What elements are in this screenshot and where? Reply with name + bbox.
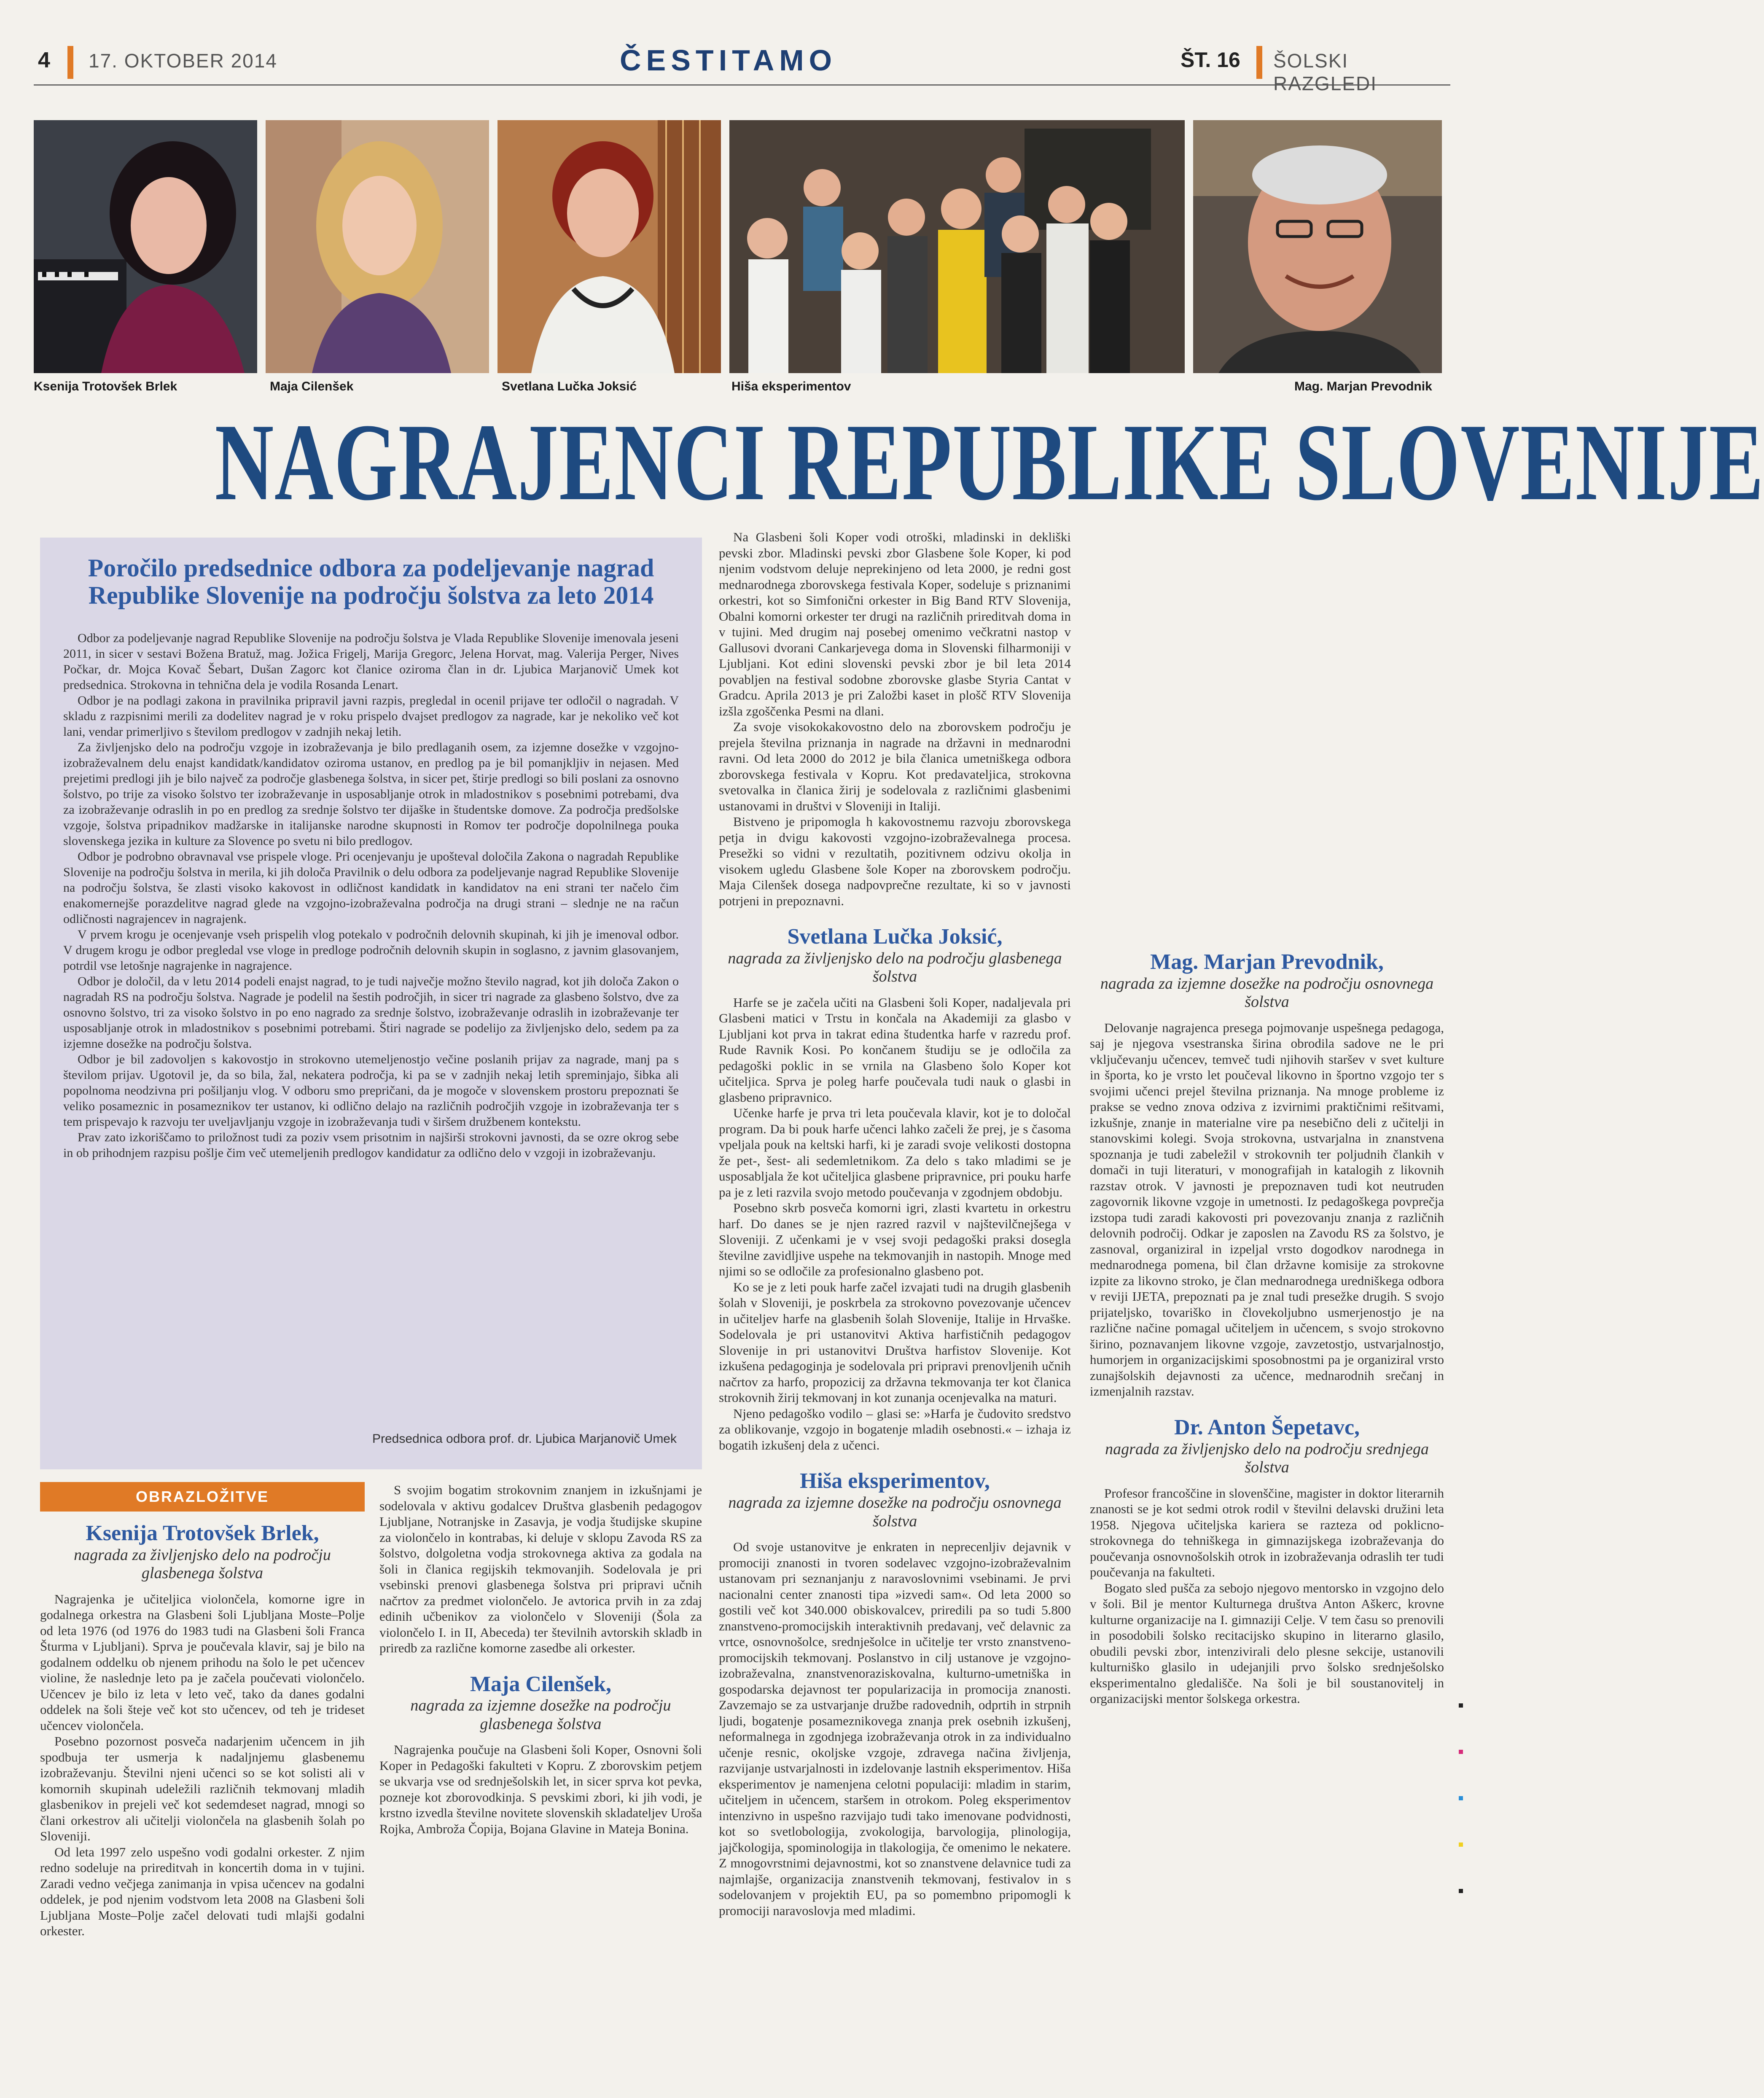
group-photo-hisa-eksperimentov [729,120,1185,373]
awardee-paragraph: Harfe se je začela učiti na Glasbeni šoli Koper, nadaljevala pri Glasbeni matici v Trstu in končala na Akademiji za glasbo v Ljubljani kot prva in takrat edina študentka harfe v razredu prof. Rude Ravnik Kosi. Po končanem študiju se je odločila za pedagoški poklic in se vrnila na Glasbeno šolo Koper kot učiteljica. Sprva je poleg harfe poučevala tudi nauk o glasbi in glasbeno pripravnico. [719,995,1071,1105]
awardee-name: Dr. Anton Šepetavc, [1174,1415,1360,1439]
awardee-name: Hiša eksperimentov, [800,1469,990,1493]
photo-caption: Svetlana Lučka Joksić [502,379,637,393]
page-number: 4 [38,48,50,73]
awardee-paragraph: Učenke harfe je prva tri leta poučevala klavir, kot je to določal program. Da bi pouk harfe učenci lahko začeli že prej, je s časoma vpeljala pouk na keltski harfi, ki je zaradi svoje velikosti dostopna že pet-, šest- ali sedemletnikom. Za delo s tako mladimi se je usposabljala že kot učiteljica glasbene pripravnice, pri pouku harfe pa je z leti razvila svojo metodo poučevanja v zgodnjem obdobju. [719,1105,1071,1200]
awardee-name: Svetlana Lučka Joksić, [787,925,1003,949]
awardee-paragraph: Za svoje visokokakovostno delo na zborovskem področju je prejela številna priznanja in nagrade na državni in mednarodni ravni. Od leta 2000 do 2012 je bila članica umetniškega odbora zborovskega festivala v Kopru. Kot predavateljica, strokovna svetovalka in članica žirij je sodelovala z različnimi glasbenimi ustanovami in društvi v Sloveniji in Italiji. [719,719,1071,813]
print-mark [1459,1796,1463,1800]
report-paragraph: Odbor je bil zadovoljen s kakovostjo in strokovno utemeljenostjo večine poslanih prijav za nagrade, manj pa s številom prijav. Ugotovil je, da so bila, žal, nekatera področja, ki pa se v zadnjih nekaj letih spreminjajo, šibka ali popolnoma neodzivna pri pošiljanju vlog. V odboru smo prepričani, da je mogoče v slovenskem prostoru prepoznati še veliko posameznic in posameznikov ter ustanov, ki odlično delajo na različnih področjih vzgoje in izobraževanja ter s tem prispevajo k razvoju ter uveljavljanju vzgoje in izobraževanja tudi v širšem družbenem kontekstu. [63,1052,679,1129]
awardee-paragraph: Nagrajenka poučuje na Glasbeni šoli Koper, Osnovni šoli Koper in Pedagoški fakulteti v Kopru. Z zborovskim petjem se ukvarja vse od srednješolskih let, in sicer sprva kot pevka, pozneje kot zborovodkinja. S pevskimi zbori, ki jih vodi, je krstno izvedla številne novitete slovenskih skladateljev Uroša Rojka, Ambroža Čopija, Bojana Glavine in Mateja Bonina. [379,1742,702,1836]
report-paragraph: Za življenjsko delo na področju vzgoje in izobraževanja je bilo predlaganih osem, za izjemne dosežke v vzgojno-izobraževalnem delu enajst kandidatk/kandidatov oziroma ustanov, en predlog pa je bil pomanjkljiv in nejasen. Med prejetimi predlogi jih je bilo največ za področje glasbenega šolstva, in sicer pet, štirje predlogi so bili poslani za osnovno šolstvo, po trije za visoko šolstvo ter izobraževanje in usposabljanje otrok in mladostnikov s posebnimi potrebami, dva za izobraževanje odraslih in po en predlog za srednje šolstvo ter dijaške in študentske domove. Za področja predšolske vzgoje, šolstva pripadnikov madžarske in italijanske narodne skupnosti in Romov ter področje dopolnilnega pouka slovenskega jezika in kulture za Slovence po svetu ni bilo predlogov. [63,740,679,848]
awardee-paragraph: Od svoje ustanovitve je enkraten in neprecenljiv dejavnik v promociji znanosti in tvoren sodelavec vzgojno-izobraževalnim ustanovam pri seznanjanju z naravoslovnimi vsebinami. Je prvi nacionalni center znanosti tipa »izvedi sam«. Od leta 2000 so gostili več kot 340.000 obiskovalcev, priredili pa so tudi 5.800 znanstveno-promocijskih interaktivnih predavanj, več delavnic za vrtce, osnovnošolce, srednješolce in učitelje ter vrsto znanstveno-promocijskih tekmovanj. Poslanstvo in cilj ustanove je vzgojno-izobraževalna, znanstvenoraziskovalna, kulturno-umetniška in gospodarska dejavnost ter popularizacija in promocija znanosti. Zavzemajo se za ustvarjanje družbe radovednih, odprtih in strpnih ljudi, bogatenje posameznikovega znanja prek osebnih izkušenj, neformalnega in zgodnjega izobraževanja otrok in za individualno učenje resnic, okoljske vzgoje, zdravega načina življenja, razvijanje ustvarjalnosti in izdelovanje lastnih eksperimentov. Hiša eksperimentov je namenjena celotni populaciji: mladim in starim, učiteljem in učencem, staršem in otrokom. Poleg eksperimentov intenzivno in uspešno razvijajo tudi tako imenovane podvidnosti, kot so svetlobologija, zvokologija, barvologija, plinologija, jajčkologija, spominologija in tlakologija, če omenimo le nekatere. Z mnogovrstnimi dejavnostmi, kot so znanstvene delavnice tudi za najmlajše, organizacija znanstvenih tekmovanj, festivalov in s sodelovanjem v projektih EU, pa so pomembno pripomogli k promociji naravoslovja med mladimi. [719,1539,1071,1918]
report-paragraph: Prav zato izkoriščamo to priložnost tudi za poziv vsem prisotnim in najširši strokovni javnosti, da se ozre okrog sebe in ob prihodnjem razpisu pošlje čim več utemeljenih predlogov kandidatur za odlično delo v vzgoji in izobraževanju. [63,1130,679,1160]
awardee-paragraph: Bogato sled pušča za sebojo njegovo mentorsko in vzgojno delo v šoli. Bil je mentor Kulturnega društva Anton Aškerc, krovne kulturne organizacije na I. gimnaziji Celje. V tem času so prenovili in posodobili šolsko recitacijsko skupino in literarno glasilo, obudili pevski zbor, intenzivirali delo plesne sekcije, ustanovili kulturniško glasilo in udejanjili prvo šolsko srednješolsko eksperimentalno gledališče. Na šoli je bil soustanovitelj in organizacijski mentor šolskega orkestra. [1090,1580,1444,1706]
award-category: nagrada za življenjsko delo na področju srednjega šolstva [1105,1440,1429,1477]
award-category: nagrada za izjemne dosežke na področju osnovnega šolstva [728,1494,1062,1530]
awardee-name: Ksenija Trotovšek Brlek, [86,1521,319,1545]
award-category: nagrada za izjemne dosežke na področju glasbenega šolstva [410,1697,671,1733]
awardee-paragraph: Bistveno je pripomogla h kakovostnemu razvoju zborovskega petja in dvigu kakovosti vzgojno-izobraževalnega procesa. Presežki so vidni v rezultatih, pozitivnem odzivu okolja in visokem ugledu Glasbene šole Koper na zborovskem področju. Maja Cilenšek dosega nadpovprečne rezultate, ki so v javnosti potrjeni in prepoznavni. [719,814,1071,908]
portrait-marjan [1193,120,1442,373]
explanations-label: OBRAZLOŽITVE [40,1482,365,1512]
award-category: nagrada za življenjsko delo na področju glasbenega šolstva [74,1546,331,1582]
issue-date: 17. OKTOBER 2014 [89,50,277,72]
awardee-paragraph: Nagrajenka je učiteljica violončela, komorne igre in godalnega orkestra na Glasbeni šoli Ljubljana Moste–Polje od leta 1976 (od 1976 do 1983 tudi na Glasbeni šoli Franca Šturma v Ljubljani). Sprva je poučevala klavir, saj je bilo na godalnem oddelku ob njenem prihodu na šolo le pet učencev violine, že naslednje leto pa je začela poučevati violončelo. Učencev je bilo iz leta v leto več, tako da danes godalni oddelek na šoli šteje več kot sto učencev, od teh je trideset učencev violončela. [40,1591,365,1733]
awardee-name: Maja Cilenšek, [470,1672,612,1696]
photo-caption: Maja Cilenšek [270,379,354,393]
print-mark [1459,1889,1463,1893]
awardee-paragraph: Ko se je z leti pouk harfe začel izvajati tudi na drugih glasbenih šolah v Sloveniji, je poskrbela za strokovno povezovanje učencev in učiteljev harfe na glasbenih šolah Slovenije, Italije in Hrvaške. Sodelovala je pri ustanovitvi Aktiva harfističnih pedagogov Slovenije in pri ustanovitvi Društva harfistov Slovenije. Kot izkušena pedagoginja je sodelovala pri pripravi prenovljenih učnih načrtov za harfo, propozicij za državna tekmovanja ter kot članica strokovnih žirij tekmovanj in kot zunanja ocenjevalka na maturi. [719,1279,1071,1405]
column-ksenija [40,1482,365,1939]
awardee-paragraph: Od leta 1997 zelo uspešno vodi godalni orkester. Z njim redno sodeluje na prireditvah in koncertih doma in v tujini. Zaradi vedno večjega zanimanja in vpisa učencev na godalni oddelek, je pod njenim vodstvom leta 2008 na Glasbeni šoli Ljubljana Moste–Polje začel delovati tudi mlajši godalni orkester. [40,1844,365,1939]
report-paragraph: Odbor je določil, da v letu 2014 podeli enajst nagrad, to je tudi največje možno število nagrad, kot jih določa Zakon o nagradah RS na področju šolstva. Nagrade je podelil na šestih področjih, in sicer tri nagrade za glasbeno šolstvo, dve za osnovno šolstvo, tri za visoko šolstvo in po eno nagrado za srednje šolstvo, izobraževanje odraslih in izobraževanje ter usposabljanje otrok in mladostnikov s posebnimi potrebami. Štiri nagrade se podelijo za življenjsko delo, sedem pa za izjemne dosežke na področju šolstva. [63,974,679,1051]
photo-caption: Mag. Marjan Prevodnik [1294,379,1432,393]
header-divider [67,46,73,79]
report-paragraph: Odbor je podrobno obravnaval vse prispele vloge. Pri ocenjevanju je upošteval določila Zakona o nagradah Republike Slovenije na področju šolstva in merila, ki jih določa Pravilnik o delu odbora za podeljevanje nagrad Republike Slovenije na področju šolstva, še zlasti visoko kakovost in odličnost kandidatk in kandidatov na eni strani ter načelo čim enakomernejše porazdelitve nagrad glede na vzgojno-izobraževalna področja na drugi strani – slednje ne na račun odličnosti nagrajencev in nagrajenk. [63,849,679,926]
column-marjan-anton [1090,529,1444,2064]
column-maja [379,1482,702,1837]
print-mark [1459,1750,1463,1754]
awardee-name: Mag. Marjan Prevodnik, [1150,950,1384,974]
header-divider [1256,46,1262,79]
awardee-paragraph: Profesor francoščine in slovenščine, magister in doktor literarnih znanosti se je kot sedmi otrok rodil v številni delavski družini leta 1958. Njegova učiteljska kariera se razteza od poklicno-strokovnega do tehniškega in gimnazijskega izobraževanja do poučevanja osnovnošolskih otrok in izobraževanja odraslih ter tudi poučevanja na fakulteti. [1090,1485,1444,1580]
column-svetlana [719,529,1071,2064]
report-title: Poročilo predsednice odbora za podeljevanje nagrad Republike Slovenije na področju šolstva za leto 2014 [88,554,654,609]
section-title: ČESTITAMO [620,44,837,77]
report-box [40,538,702,1469]
print-mark [1459,1842,1463,1847]
awardee-paragraph: Posebno skrb posveča komorni igri, zlasti kvartetu in orkestru harf. Do danes se je njen razred razvil v najštevilčnejšega v Sloveniji. Z učenkami je v vsej svoji pedagoški praksi dosegla številne zavidljive uspehe na tekmovanjih in nastopih. Mnoge med njimi so se odločile za profesionalno glasbeno pot. [719,1200,1071,1279]
publication-name: ŠOLSKI RAZGLEDI [1273,50,1377,94]
portrait-maja [266,120,489,373]
awardee-paragraph: Posebno pozornost posveča nadarjenim učencem in jih spodbuja ter usmerja k nadaljnjemu glasbenemu izobraževanju. Številni njeni učenci so se kot solisti ali v komornih skupinah udeležili različnih tekmovanj mladih glasbenikov in prejeli več kot sedemdeset nagrad, mnogi so člani orkestrov ali učitelji violončela na glasbenih šolah po Sloveniji. [40,1734,365,1844]
award-category: nagrada za življenjsko delo na področju glasbenega šolstva [728,949,1062,986]
issue-number: ŠT. 16 [1180,48,1240,72]
print-mark [1459,1703,1463,1708]
award-category: nagrada za izjemne dosežke na področju osnovnega šolstva [1100,974,1434,1011]
main-headline: NAGRAJENCI REPUBLIKE SLOVENIJE [215,401,1764,523]
portrait-svetlana [497,120,721,373]
photo-caption: Hiša eksperimentov [731,379,851,393]
report-paragraph: Odbor je na podlagi zakona in pravilnika pripravil javni razpis, pregledal in ocenil prijave ter odločil o nagradah. V skladu z razpisnimi merili za dodelitev nagrad je v roku prispelo dvajset predlogov za nagrade, kar je nekoliko več kot lani, vendar primerljivo s številom predlogov v zadnjih nekaj letih. [63,693,679,739]
awardee-paragraph: S svojim bogatim strokovnim znanjem in izkušnjami je sodelovala v aktivu godalcev Društva glasbenih pedagogov Ljubljane, Notranjske in Zasavja, je vodja študijske skupine za violončelo in kontrabas, ki deluje v sklopu Zavoda RS za šolstvo, dolgoletna vodja strokovnega aktiva za godala na šoli in članica regijskih tekmovanjih. Sodelovala je pri vsebinski prenovi glasbenega šolstva pri pripravi učnih načrtov za predmet violončelo. Je avtorica prvih in za zdaj edinih učbenikov za violončelo v Sloveniji (Šola za violončelo I. in II, Abeceda) ter številnih avtorskih skladb in priredb za različne komorne zasedbe ali orkester. [379,1482,702,1655]
awardee-paragraph: Njeno pedagoško vodilo – glasi se: »Harfa je čudovito sredstvo za oblikovanje, vzgojo in bogatenje mladih osebnosti.« – izhaja iz bogatih izkušenj dela z učenci. [719,1406,1071,1452]
page-header [34,40,1450,94]
report-signature: Predsednica odbora prof. dr. Ljubica Marjanovič Umek [372,1432,677,1446]
awardee-paragraph: Na Glasbeni šoli Koper vodi otroški, mladinski in dekliški pevski zbor. Mladinski pevski zbor Glasbene šole Koper, ki pod njenim vodstvom deluje neprekinjeno od leta 2000, je redni gost mednarodnega zborovskega festivala Koper, sodeluje s priznanimi orkestri, kot so Simfonični orkester in Big Band RTV Slovenija, Obalni komorni orkester ter drugi na različnih prireditvah doma in v tujini. Med drugim naj posebej omenimo večkratni nastop v Gallusovi dvorani Cankarjevega doma in Slovenski filharmoniji v Ljubljani. Kot edini slovenski pevski zbor je bil leta 2014 povabljen na festival sodobne zborovske glasbe Styria Cantat v Gradcu. Aprila 2013 je pri Založbi kaset in plošč RTV Slovenija izšla zgoščenka Pesmi na dlani. [719,530,1071,718]
awardee-paragraph: Delovanje nagrajenca presega pojmovanje uspešnega pedagoga, saj je njegova vsestranska širina obrodila sadove ne le pri vključevanju učencev, temveč tudi njihovih staršev v svet kulture in športa, ko je vrsto let poučeval likovno in športno vzgojo ter s svojimi učenci prejel številna priznanja. Na mnoge probleme iz prakse se vedno znova odziva z izvirnimi praktičnimi rešitvami, izkušnje, znanje in materialne vire pa nesebično deli z učitelji in stanovskimi kolegi. Svoja strokovna, ustvarjalna in znanstvena spoznanja je tudi zabeležil v strokovnih ter poljudnih člankih v domači in tuji literaturi, v monografijah in katalogih z likovnih razstav otrok. V javnosti je prepoznaven tudi kot neutruden zagovornik likovne vzgoje in umetnosti. Iz pedagoškega povprečja izstopa tudi zaradi kakovosti pri povezovanju znanja z različnih delovnih področij. Odkar je zaposlen na Zavodu RS za šolstvo, je zasnoval, organiziral in izpeljal vrsto dogodkov narodnega in mednarodnega pomena, bil član državne komisije za strokovne izpite za likovno stroko, je član mednarodnega uredniškega odbora v reviji IJETA, prepoznati pa je znal tudi presežke drugih. S svojo prijateljsko, tovariško in človekoljubno usmerjenostjo je na različne načine pomagal učiteljem in učencem, s svojo strokovno širino, poznavanjem likovne vzgoje, zavzetostjo, ustvarjalnostjo, humorjem in organizacijskimi sposobnostmi pa je organiziral vrsto zunajšolskih dejavnosti za učence, mednarodnih srečanj in izmenjalnih razstav. [1090,1020,1444,1399]
portrait-ksenija [34,120,257,373]
report-paragraph: Odbor za podeljevanje nagrad Republike Slovenije na področju šolstva je Vlada Republike Slovenije imenovala jeseni 2011, in sicer v sestavi Božena Bratuž, mag. Jožica Frigelj, Marija Gregorc, Jelena Horvat, mag. Valerija Perger, Nives Počkar, dr. Mojca Kovač Šebart, Dušan Zagorc kot članice oziroma član in dr. Ljubica Marjanovič Umek kot predsednica. Strokovna in tehnična dela je vodila Rosanda Lenart. [63,631,679,692]
report-paragraph: V prvem krogu je ocenjevanje vseh prispelih vlog potekalo v področnih delovnih skupinah, ki jih je imenoval odbor. V drugem krogu je odbor pregledal vse vloge in predloge področnih delovnih skupin in soglasno, z javnim glasovanjem, potrdil vse letošnje nagrajenke in nagrajence. [63,927,679,973]
photo-caption: Ksenija Trotovšek Brlek [34,379,177,393]
